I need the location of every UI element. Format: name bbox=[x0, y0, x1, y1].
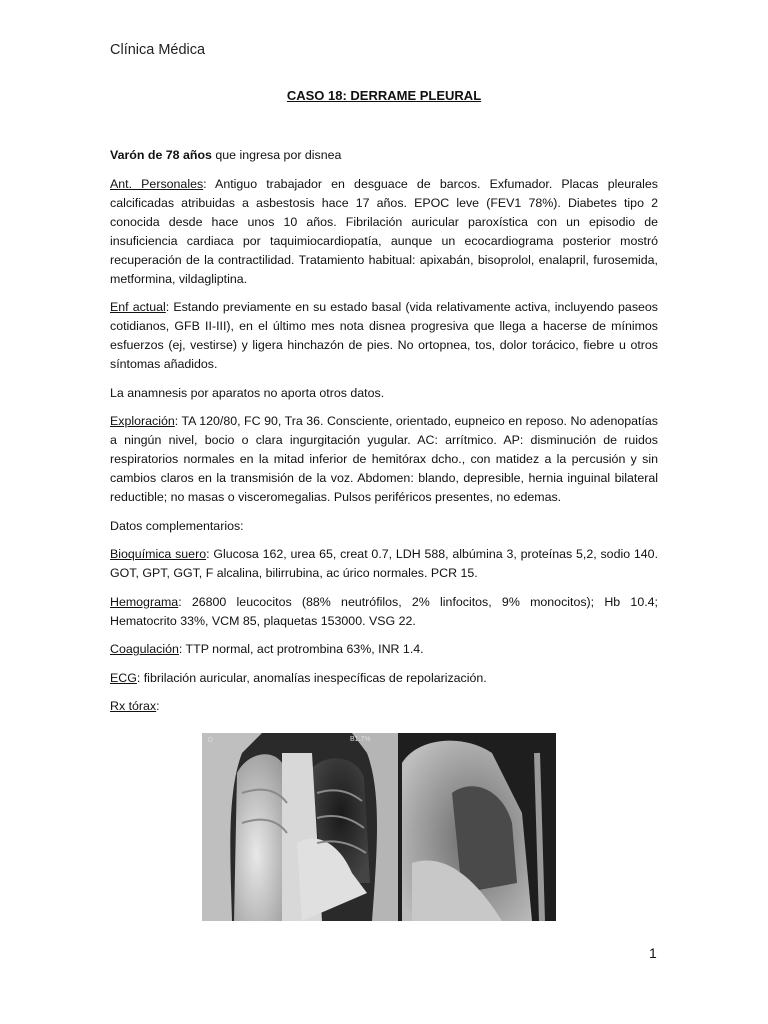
xray-marker-d: D bbox=[208, 737, 214, 744]
bioquimica-text: : Glucosa 162, urea 65, creat 0.7, LDH 588, albúmina 3, proteínas 5,2, sodio 140. GOT, GPT, GGT, F alcalina, bilirrubina, ac úrico normales. PCR 15. bbox=[110, 547, 659, 580]
pa-right-hemithorax-opacity bbox=[234, 754, 290, 921]
personales-label: Ant. Personales bbox=[110, 176, 204, 191]
exploracion-paragraph bbox=[110, 412, 658, 507]
exploracion-label: Exploración bbox=[110, 414, 175, 428]
bioquimica-paragraph bbox=[110, 545, 658, 583]
intro-paragraph bbox=[110, 146, 658, 165]
personales-paragraph bbox=[110, 175, 658, 289]
anamnesis-paragraph: La anamnesis por aparatos no aporta otros datos. bbox=[110, 385, 385, 400]
bioquimica-label: Bioquímica suero bbox=[110, 547, 207, 561]
actual-paragraph bbox=[110, 298, 658, 374]
coagulacion-paragraph bbox=[110, 640, 658, 659]
rx-label: Rx tórax bbox=[110, 699, 157, 713]
rx-paragraph bbox=[110, 697, 658, 716]
ecg-text: : fibrilación auricular, anomalías inespecíficas de repolarización. bbox=[136, 670, 487, 685]
chest-xray-image bbox=[202, 733, 556, 921]
hemograma-text: : 26800 leucocitos (88% neutrófilos, 2% linfocitos, 9% monocitos); Hb 10.4; Hematocrito 33%, VCM 85, plaquetas 153000. VSG 22. bbox=[110, 594, 658, 628]
coagulacion-label: Coagulación bbox=[110, 642, 179, 656]
ecg-label: ECG bbox=[110, 670, 137, 685]
exploracion-text: : TA 120/80, FC 90, Tra 36. Consciente, orientado, eupneico en reposo. No adenopatías a ningún nivel, bocio o clara ingurgitación yugular. AC: arrítmico. AP: disminución de ruidos respiratorios normales en la mitad inferior de hemitórax dcho., con matidez a la percusión y sin cambios claros en la transmisión de la voz. Abdomen: blando, depresible, hernia inguinal bilateral reductible; no masas o visceromegalias. Pulsos periféricos presentes, no edemas. bbox=[110, 414, 658, 504]
xray-marker-top: B1.7% bbox=[350, 736, 371, 743]
hemograma-label: Hemograma bbox=[110, 594, 179, 609]
case-content bbox=[110, 146, 658, 726]
actual-text: : Estando previamente en su estado basal (vida relativamente activa, incluyendo paseos cotidianos, GFB II-III), en el último mes nota disnea progresiva que llega a hacerse de mínimos esfuerzos (ej, vestirse) y ligera hinchazón de pies. No ortopnea, tos, dolor torácico, fiebre u otros síntomas añadidos. bbox=[110, 300, 658, 371]
datos-paragraph: Datos complementarios: bbox=[110, 518, 244, 533]
coagulacion-text: : TTP normal, act protrombina 63%, INR 1.4. bbox=[178, 642, 424, 656]
intro-rest: que ingresa por disnea bbox=[211, 148, 342, 162]
case-title: CASO 18: DERRAME PLEURAL bbox=[286, 88, 482, 103]
personales-text: : Antiguo trabajador en desguace de barcos. Exfumador. Placas pleurales calcificadas atribuidas a asbestosis hace 17 años. EPOC leve (FEV1 78%). Diabetes tipo 2 conocida desde hace unos 10 años. Fibrilación auricular paroxística con un episodio de insuficiencia cardiaca por taquimiocardiopatía, aunque un ecocardiograma posterior mostró recuperación de la contractilidad. Tratamiento habitual: apixabán, bisoprolol, enalapril, furosemida, metformina, vildagliptina. bbox=[110, 176, 658, 286]
rx-text: : bbox=[156, 699, 160, 713]
page-number: 1 bbox=[649, 945, 657, 961]
xray-svg bbox=[202, 733, 556, 921]
actual-label: Enf actual bbox=[110, 300, 166, 314]
ecg-paragraph bbox=[110, 669, 658, 688]
hemograma-paragraph bbox=[110, 593, 658, 631]
clinic-header: Clínica Médica bbox=[110, 42, 206, 58]
intro-bold: Varón de 78 años bbox=[110, 148, 212, 162]
